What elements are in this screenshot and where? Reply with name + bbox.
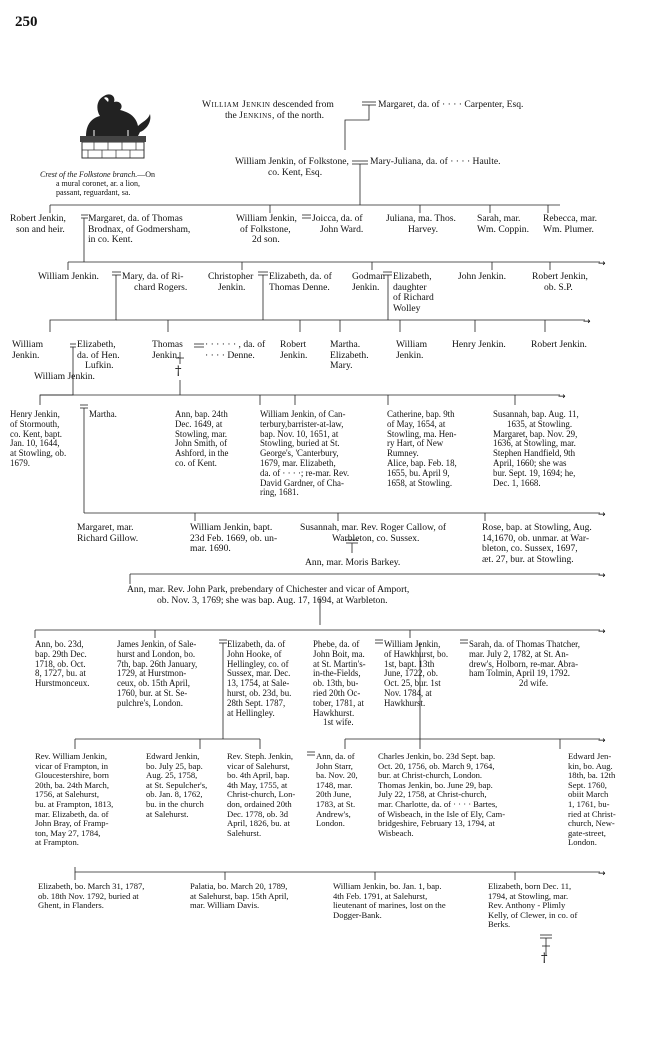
gen9-edward2-l9: gate-street, xyxy=(568,827,606,838)
gen9-charles-l6: mar. Charlotte, da. of · · · · Bartes, xyxy=(378,798,498,809)
gen9-edward2-l6: 1, 1761, bu- xyxy=(568,798,610,809)
gen8-elizabeth-l6: hurst, ob. 23d, bu. xyxy=(227,687,292,698)
gen6-susannah-l2: Warbleton, co. Sussex. xyxy=(332,532,420,544)
gen9-ann-starr xyxy=(316,752,358,829)
gen9-steph-l3: bo. 4th April, bap. xyxy=(227,770,290,781)
gen9-steph-l1: Rev. Steph. Jenkin, xyxy=(227,751,294,761)
page-number: 250 xyxy=(15,14,38,30)
gen8-james-l4: 1729, at Hurstmon- xyxy=(117,668,187,679)
gen9-ann-starr-l4: 1748, mar. xyxy=(316,779,353,790)
gen9-steph-l2: vicar of Salehurst, xyxy=(227,760,290,771)
gen6-william-l3: mar. 1690. xyxy=(190,543,231,555)
gen9-ann-starr-l8: London. xyxy=(316,818,345,829)
gen9-steph-l5: Christ-church, Lon- xyxy=(227,789,296,800)
continues-arrow-icon: → xyxy=(558,392,566,402)
gen10-william-l4: Dogger-Bank. xyxy=(333,909,382,920)
gen8-sarah-l5: 2d wife. xyxy=(519,678,549,689)
gen10-elizabeth-l3: Ghent, in Flanders. xyxy=(38,900,104,911)
gen5-henry-l1: Henry Jenkin, xyxy=(10,409,60,419)
gen9-charles-l1: Charles Jenkin, bo. 23d Sept. bap. xyxy=(378,751,496,761)
gen2-william-l1: William Jenkin, xyxy=(236,213,297,224)
gen3-christopher-l1: Christopher xyxy=(208,271,254,282)
gen2-juliana-l2: Harvey. xyxy=(408,223,439,235)
continues-arrow-icon: → xyxy=(598,510,606,520)
gen9-edward2 xyxy=(568,752,616,848)
gen3-robert-l1: Robert Jenkin, xyxy=(532,271,588,282)
gen6-rose-l2: 14,1670, ob. unmar. at War- xyxy=(482,532,590,544)
gen2-juliana xyxy=(386,214,456,235)
gen5-catherine-l8: 1658, at Stowling. xyxy=(387,477,453,488)
gen4-elizabeth-l3: Lufkin. xyxy=(85,360,114,372)
gen5-william-l1: William Jenkin, of Can- xyxy=(260,409,346,419)
gen9-rev-william-l5: 1756, at Salehurst, xyxy=(35,789,99,800)
gen5-catherine xyxy=(387,410,457,488)
gen4-elizabeth-l1: Elizabeth, xyxy=(77,339,116,350)
gen5-susannah-l6: April, 1660; she was xyxy=(493,457,567,468)
gen6-william xyxy=(190,523,277,555)
gen5-catherine-l5: Rumney. xyxy=(387,448,419,459)
gen8-james-l2: hurst and London, bo. xyxy=(117,648,196,659)
gen9-edward2-l4: Sept. 1760, xyxy=(568,779,607,790)
gen5-henry-l6: 1679. xyxy=(10,457,30,468)
gen4-william2-l1: William xyxy=(396,339,428,350)
gen5-susannah-l1: Susannah, bap. Aug. 11, xyxy=(493,409,579,419)
gen9-charles xyxy=(378,752,505,838)
gen9-steph-l7: Dec. 1778, ob. 3d xyxy=(227,808,289,819)
gen9-edward2-l3: 18th, ba. 12th xyxy=(568,770,616,781)
gen3-mary-l1: Mary, da. of Ri- xyxy=(122,271,184,282)
crest-caption-line3: passant, reguardant, sa. xyxy=(56,188,131,197)
gen2-william-l2: of Folkstone, xyxy=(240,223,291,235)
gen5-william-l9: ring, 1681. xyxy=(260,487,299,498)
gen2-margaret-l1: Margaret, da. of Thomas xyxy=(88,213,183,224)
gen3-christopher-l2: Jenkin. xyxy=(218,281,246,293)
gen5-ann-l6: co. of Kent. xyxy=(175,457,217,468)
gen2-william-l3: 2d son. xyxy=(252,234,280,246)
gen4-william-child: William Jenkin. xyxy=(34,371,95,382)
dagger-icon: † xyxy=(541,951,548,966)
gen9-steph-l4: 4th May, 1755, at xyxy=(227,779,288,790)
gen9-edward2-l1: Edward Jen- xyxy=(568,751,612,761)
gen6-margaret xyxy=(77,523,138,544)
gen4-thomas-l2: Jenkin. xyxy=(152,349,180,361)
gen9-ann-starr-l1: Ann, da. of xyxy=(316,751,355,761)
gen5-ann-l3: Stowling, mar. xyxy=(175,428,228,439)
gen5-catherine-l1: Catherine, bap. 9th xyxy=(387,409,455,419)
gen8-william-l2: of Hawkhurst, bo. xyxy=(384,648,449,659)
gen5-ann-l2: Dec. 1649, at xyxy=(175,418,223,429)
gen4-elizabeth-l2: da. of Hen. xyxy=(77,349,120,361)
gen3-john: John Jenkin. xyxy=(458,271,506,282)
gen4-henry: Henry Jenkin. xyxy=(452,339,506,350)
gen8-phebe-l5: ob. 13th, bu- xyxy=(313,678,359,689)
gen8-william-l6: Nov. 1784, at xyxy=(384,687,432,698)
gen9-charles-l2: Oct. 20, 1756, ob. March 9, 1764, xyxy=(378,760,495,771)
gen10-elizabeth-l2: ob. 18th Nov. 1792, buried at xyxy=(38,890,139,901)
gen2-margaret-l2: Brodnax, of Godmersham, xyxy=(88,223,191,235)
gen8-phebe-l7: tober, 1781, at xyxy=(313,697,364,708)
gen10-elizabeth2-l5: Berks. xyxy=(488,919,511,930)
gen9-charles-l5: July 22, 1758, at Christ-church, xyxy=(378,789,487,800)
gen3-elizabeth-wolley-l1: Elizabeth, xyxy=(393,271,432,282)
gen3-godman-l1: Godman xyxy=(352,271,386,282)
gen9-rev-william-l3: Gloucestershire, born xyxy=(35,770,109,781)
gen10-elizabeth2 xyxy=(488,882,577,930)
gen9-rev-william-l10: at Frampton. xyxy=(35,837,79,848)
gen5-william-l7: da. of · · · ·; re-mar. Rev. xyxy=(260,467,350,478)
gen8-james-l7: pulchre's, London. xyxy=(117,697,183,708)
gen10-william-l3: lieutenant of marines, lost on the xyxy=(333,900,446,911)
gen2-joicca-l1: Joicca, da. of xyxy=(312,213,363,224)
gen5-henry-l4: Jan. 10, 1644, xyxy=(10,438,60,449)
gen10-elizabeth2-l2: 1794, at Stowling, mar. xyxy=(488,890,569,901)
gen9-ann-starr-l5: 20th June, xyxy=(316,789,352,800)
gen5-martha: Martha. xyxy=(89,409,117,419)
gen0-william-jenkin xyxy=(202,100,334,111)
gen4-elizabeth xyxy=(77,340,120,372)
gen10-palatia-l1: Palatia, bo. March 20, 1789, xyxy=(190,881,288,891)
gen10-william-l1: William Jenkin, bo. Jan. 1, bap. xyxy=(333,881,442,891)
gen5-susannah-l7: bur. Sept. 19, 1694; he, xyxy=(493,467,576,478)
gen2-rebecca-l1: Rebecca, mar. xyxy=(543,213,598,224)
gen9-rev-william-l6: bu. at Frampton, 1813, xyxy=(35,798,114,809)
gen8-william-l4: June, 1722, ob. xyxy=(384,668,438,679)
gen8-phebe xyxy=(313,640,366,728)
gen1-william-line1: William Jenkin, of Folkstone, xyxy=(235,156,349,167)
gen5-william-l5: George's, 'Canterbury, xyxy=(260,448,339,459)
gen5-william-l2: terbury,barrister-at-law, xyxy=(260,418,344,429)
gen2-sarah xyxy=(477,214,529,235)
gen4-william xyxy=(12,340,43,361)
gen9-rev-william-l8: John Bray, of Framp- xyxy=(35,818,109,829)
gen8-james-l3: 7th, bap. 26th January, xyxy=(117,658,198,669)
gen4-william-l1: William xyxy=(12,339,44,350)
gen8-elizabeth-l5: 13, 1754, at Sale- xyxy=(227,678,290,689)
gen4-denne-l1: · · · · · · , da. of xyxy=(205,339,266,350)
gen10-elizabeth2-l3: Rev. Anthony - Plimly xyxy=(488,900,566,911)
gen5-henry xyxy=(10,410,66,469)
gen1-mary-juliana: Mary-Juliana, da. of · · · · Haulte. xyxy=(370,156,501,167)
gen0-margaret: Margaret, da. of · · · · Carpenter, Esq. xyxy=(378,99,524,110)
gen9-charles-l8: bridgeshire, February 13, 1794, at xyxy=(378,818,495,829)
gen8-william xyxy=(384,640,448,709)
gen2-rebecca-l2: Wm. Plumer. xyxy=(543,223,594,235)
gen0-line2 xyxy=(225,111,324,122)
gen9-steph xyxy=(227,752,295,838)
gen9-rev-william-l9: ton, May 27, 1784, xyxy=(35,827,101,838)
gen3-elizabeth-wolley-l4: Wolley xyxy=(393,302,421,314)
gen5-william xyxy=(260,410,349,498)
gen9-charles-l3: bur. at Christ-church, London. xyxy=(378,770,483,781)
gen4-denne xyxy=(205,340,265,361)
gen10-elizabeth xyxy=(38,882,144,911)
gen9-rev-william-l2: vicar of Frampton, in xyxy=(35,760,109,771)
gen8-phebe-l1: Phebe, da. of xyxy=(313,639,360,649)
gen9-rev-william-l7: mar. Elizabeth, da. of xyxy=(35,808,109,819)
gen9-steph-l6: don, ordained 20th xyxy=(227,798,292,809)
gen4-william2-l2: Jenkin. xyxy=(396,349,424,361)
gen8-ann-l2: bap. 29th Dec. xyxy=(35,648,87,659)
gen5-catherine-l7: 1655, bu. April 9, xyxy=(387,467,450,478)
gen8-ann-l5: Hurstmonceux. xyxy=(35,678,90,689)
gen6-rose-l1: Rose, bap. at Stowling, Aug. xyxy=(482,522,592,533)
gen8-sarah-l2: mar. July 2, 1782, at St. An- xyxy=(469,648,569,659)
gen10-palatia-l3: mar. William Davis. xyxy=(190,900,260,911)
gen6-susannah xyxy=(300,523,446,544)
gen8-james xyxy=(117,640,197,709)
gen0-william-name: William Jenkin xyxy=(202,99,271,110)
gen9-edward2-l2: kin, bo. Aug. xyxy=(568,760,613,771)
gen5-henry-l2: of Stormouth, xyxy=(10,418,60,429)
gen2-margaret-l3: in co. Kent. xyxy=(88,234,133,246)
continues-arrow-icon: → xyxy=(598,259,606,269)
gen9-ann-starr-l7: Andrew's, xyxy=(316,808,351,819)
gen2-robert-l2: son and heir. xyxy=(16,223,65,235)
gen9-steph-l8: April, 1826, bu. at xyxy=(227,818,291,829)
gen7-ann-park-l1: Ann, mar. Rev. John Park, prebendary of Chichester and vicar of Amport, xyxy=(127,584,410,595)
gen9-edward2-l5: obiit March xyxy=(568,789,609,800)
gen3-godman xyxy=(352,272,385,293)
gen9-edward-l5: ob. Jan. 8, 1762, xyxy=(146,789,203,800)
gen4-denne-l2: · · · · Denne. xyxy=(205,349,255,361)
gen9-rev-william xyxy=(35,752,113,848)
gen3-godman-l2: Jenkin. xyxy=(352,281,380,293)
gen0-jenkins: Jenkins xyxy=(239,110,273,121)
gen8-william-l1: William Jenkin, xyxy=(384,639,441,649)
continues-arrow-icon: → xyxy=(583,317,591,327)
gen4-martha xyxy=(330,340,369,372)
gen8-sarah-l1: Sarah, da. of Thomas Thatcher, xyxy=(469,639,580,649)
gen3-mary-l2: chard Rogers. xyxy=(134,281,188,293)
gen8-ann xyxy=(35,640,89,689)
gen4-william2 xyxy=(396,340,427,361)
gen6-william-l2: 23d Feb. 1669, ob. un- xyxy=(190,532,278,544)
gen9-edward-l3: Aug. 25, 1758, xyxy=(146,770,198,781)
gen9-ann-starr-l2: John Starr, xyxy=(316,760,353,771)
gen7-ann-park xyxy=(127,585,409,606)
gen2-william xyxy=(236,214,297,246)
gen2-margaret xyxy=(88,214,190,246)
gen8-ann-l1: Ann, bo. 23d, xyxy=(35,639,84,649)
gen10-elizabeth-l1: Elizabeth, bo. March 31, 1787, xyxy=(38,881,145,891)
gen2-robert-l1: Robert Jenkin, xyxy=(10,213,66,224)
gen9-charles-l4: Thomas Jenkin, bo. June 29, bap. xyxy=(378,779,493,790)
gen0-line2b: , of the north. xyxy=(272,110,325,121)
gen8-sarah xyxy=(469,640,580,689)
gen9-edward2-l10: London. xyxy=(568,837,597,848)
gen8-james-l6: 1760, bur. at St. Se- xyxy=(117,687,188,698)
gen5-susannah-l2: 1635, at Stowling. xyxy=(507,418,573,429)
gen4-robert xyxy=(280,340,307,361)
gen4-thomas xyxy=(152,340,183,361)
gen10-elizabeth2-l4: Kelly, of Clewer, in co. of xyxy=(488,909,578,920)
gen8-phebe-l4: in-the-Fields, xyxy=(313,668,361,679)
gen9-rev-william-l4: 20th, ba. 24th March, xyxy=(35,779,109,790)
gen8-elizabeth-l2: John Hooke, of xyxy=(227,648,282,659)
gen8-elizabeth-l7: 28th Sept. 1787, xyxy=(227,697,286,708)
gen4-martha-l1: Martha. xyxy=(330,339,361,350)
gen1-william-line2: co. Kent, Esq. xyxy=(268,167,323,178)
gen8-phebe-l2: John Boit, ma. xyxy=(313,648,365,659)
gen3-elizabeth-denne-l1: Elizabeth, da. of xyxy=(269,271,332,282)
gen9-edward-l2: bo. July 25, bap. xyxy=(146,760,203,771)
gen5-william-l3: bap. Nov. 10, 1651, at xyxy=(260,428,339,439)
gen5-william-l6: 1679, mar. Elizabeth, xyxy=(260,457,336,468)
gen2-joicca xyxy=(312,214,363,235)
gen9-charles-l9: Wisbeach. xyxy=(378,827,414,838)
gen8-phebe-l3: at St. Martin's- xyxy=(313,658,366,669)
gen2-juliana-l1: Juliana, ma. Thos. xyxy=(386,213,456,224)
gen9-edward xyxy=(146,752,207,819)
gen3-elizabeth-wolley-l3: of Richard xyxy=(393,292,434,304)
gen8-sarah-l3: drew's, Holborn, re-mar. Abra- xyxy=(469,658,579,669)
gen5-susannah-l5: Stephen Handfield, 9th xyxy=(493,448,576,459)
gen9-edward-l1: Edward Jenkin, xyxy=(146,751,200,761)
gen5-susannah xyxy=(493,410,579,488)
gen10-palatia xyxy=(190,882,289,911)
gen8-ann-l3: 1718, ob. Oct. xyxy=(35,658,86,669)
gen6-rose-l3: bleton, co. Sussex, 1697, xyxy=(482,543,578,555)
gen8-phebe-l8: Hawkhurst. xyxy=(313,707,355,718)
gen3-elizabeth-denne xyxy=(269,272,332,293)
gen5-catherine-l3: Stowling, ma. Hen- xyxy=(387,428,457,439)
gen3-elizabeth-wolley-l2: daughter xyxy=(393,281,427,293)
gen2-sarah-l1: Sarah, mar. xyxy=(477,213,521,224)
crest-caption-title: Crest of the Folkstone branch. xyxy=(40,170,138,179)
gen9-steph-l9: Salehurst. xyxy=(227,827,262,838)
gen0-descended: descended from xyxy=(272,99,334,110)
gen10-palatia-l2: at Salehurst, bap. 15th April, xyxy=(190,890,289,901)
gen2-sarah-l2: Wm. Coppin. xyxy=(477,223,529,235)
gen5-susannah-l3: Margaret, bap. Nov. 29, xyxy=(493,428,578,439)
gen10-william-l2: 4th Feb. 1791, at Salehurst, xyxy=(333,890,428,901)
gen3-elizabeth-denne-l2: Thomas Denne. xyxy=(269,281,330,293)
gen6-margaret-l2: Richard Gillow. xyxy=(77,532,139,544)
gen5-henry-l5: at Stowling, ob. xyxy=(10,448,67,459)
gen9-edward2-l8: church, New- xyxy=(568,818,615,829)
continues-arrow-icon: → xyxy=(598,869,606,879)
gen4-thomas-l1: Thomas xyxy=(152,339,183,350)
gen2-joicca-l2: John Ward. xyxy=(320,223,364,235)
dagger-icon: † xyxy=(175,364,182,379)
crest-caption-rest: —On xyxy=(137,170,156,179)
gen6-margaret-l1: Margaret, mar. xyxy=(77,522,134,533)
gen5-ann-l5: Ashford, in the xyxy=(175,448,229,459)
gen6-rose-l4: æt. 27, bur. at Stowling. xyxy=(482,553,574,565)
gen5-william-l8: David Gardner, of Cha- xyxy=(260,477,344,488)
gen8-william-l3: 1st, bapt. 13th xyxy=(384,658,435,669)
gen3-elizabeth-wolley xyxy=(393,272,434,314)
gen8-william-l7: Hawkhurst. xyxy=(384,697,426,708)
gen9-charles-l7: of Wisbeach, in the Isle of Ely, Cam- xyxy=(378,808,506,819)
gen5-ann xyxy=(175,410,229,469)
gen3-robert xyxy=(532,272,588,293)
gen9-edward-l7: at Salehurst. xyxy=(146,808,189,819)
gen9-ann-starr-l6: 1783, at St. xyxy=(316,798,356,809)
gen9-edward-l4: at St. Sepulcher's, xyxy=(146,779,208,790)
gen4-martha-l2: Elizabeth. xyxy=(330,349,369,361)
gen8-james-l5: ceux, ob. 15th April, xyxy=(117,678,190,689)
gen5-catherine-l2: of May, 1654, at xyxy=(387,418,446,429)
gen4-robert2: Robert Jenkin. xyxy=(531,339,587,350)
gen8-elizabeth xyxy=(227,640,291,718)
gen8-elizabeth-l1: Elizabeth, da. of xyxy=(227,639,286,649)
gen2-rebecca xyxy=(543,214,597,235)
gen8-phebe-l6: ried 20th Oc- xyxy=(313,687,361,698)
gen2-robert xyxy=(10,214,66,235)
gen9-edward-l6: bu. in the church xyxy=(146,798,204,809)
gen6-rose xyxy=(482,523,592,565)
gen8-phebe-l9: 1st wife. xyxy=(323,717,354,728)
gen5-catherine-l6: Alice, bap. Feb. 18, xyxy=(387,457,457,468)
gen5-henry-l3: co. Kent, bapt. xyxy=(10,428,63,439)
gen4-william-l2: Jenkin. xyxy=(12,349,40,361)
gen4-robert-l2: Jenkin. xyxy=(280,349,308,361)
gen0-line2a: the xyxy=(225,110,237,121)
crest-caption-line2: a mural coronet, ar. a lion, xyxy=(56,179,140,188)
gen8-william-l5: Oct. 25, bur. 1st xyxy=(384,678,441,689)
gen8-sarah-l4: ham Tolmin, April 19, 1792. xyxy=(469,668,571,679)
gen5-catherine-l4: ry Hart, of New xyxy=(387,438,444,449)
gen5-ann-l1: Ann, bap. 24th xyxy=(175,409,228,419)
gen3-robert-l2: ob. S.P. xyxy=(544,281,573,293)
gen4-robert-l1: Robert xyxy=(280,339,307,350)
gen3-william: William Jenkin. xyxy=(38,271,99,282)
gen7-ann-park-l2: ob. Nov. 3, 1769; she was bap. Aug. 17, 1694, at Warbleton. xyxy=(157,594,388,606)
gen8-elizabeth-l4: Sussex, mar. Dec. xyxy=(227,668,291,679)
gen8-ann-l4: 8, 1727, bu. at xyxy=(35,668,86,679)
gen3-christopher xyxy=(208,272,253,293)
gen3-mary xyxy=(122,272,187,293)
gen4-martha-l3: Mary. xyxy=(330,360,353,372)
continues-arrow-icon: → xyxy=(598,736,606,746)
gen5-susannah-l8: Dec. 1, 1668. xyxy=(493,477,541,488)
gen9-edward2-l7: ried at Christ- xyxy=(568,808,616,819)
continues-arrow-icon: → xyxy=(598,571,606,581)
gen8-james-l1: James Jenkin, of Sale- xyxy=(117,639,197,649)
gen9-rev-william-l1: Rev. William Jenkin, xyxy=(35,751,107,761)
gen9-ann-starr-l3: ba. Nov. 20, xyxy=(316,770,358,781)
gen6-ann-barkey: Ann, mar. Moris Barkey. xyxy=(305,557,401,568)
gen10-william xyxy=(333,882,446,920)
gen8-elizabeth-l8: at Hellingley. xyxy=(227,707,275,718)
gen10-elizabeth2-l1: Elizabeth, born Dec. 11, xyxy=(488,881,572,891)
gen8-elizabeth-l3: Hellingley, co. of xyxy=(227,658,289,669)
gen6-susannah-l1: Susannah, mar. Rev. Roger Callow, of xyxy=(300,522,447,533)
gen5-william-l4: Stowling, buried at St. xyxy=(260,438,340,449)
continues-arrow-icon: → xyxy=(598,627,606,637)
gen6-william-l1: William Jenkin, bapt. xyxy=(190,522,273,533)
gen5-susannah-l4: 1636, at Stowling, mar. xyxy=(493,438,576,449)
gen5-ann-l4: John Smith, of xyxy=(175,438,228,449)
